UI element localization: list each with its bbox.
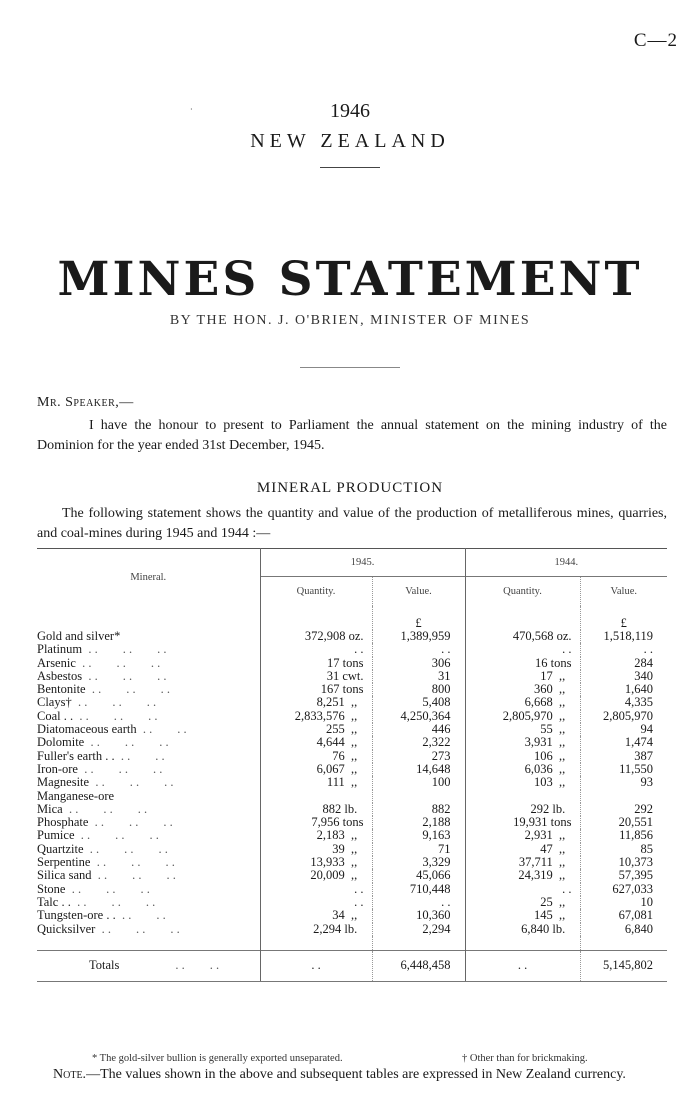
leader-dots: . . . . . . [77,696,157,710]
table-row [37,896,667,909]
value-1945-cell: . . [372,896,465,909]
mineral-cell [37,816,260,829]
value-1944-cell: 2,805,970 [580,710,667,723]
quantity-1945-cell: 76 ,, [260,750,372,763]
quantity-1944-cell: 37,711 ,, [465,856,580,869]
totals-label-cell [37,950,260,981]
intro-paragraph: I have the honour to present to Parliament the annual statement on the mining industry of the Dominion for the year ended 31st December, 1945. [37,418,667,453]
table-row [37,923,667,936]
currency-symbol-1944: £ [580,606,667,630]
quantity-1945-cell: . . [260,643,372,656]
value-1945-cell: 2,294 [372,923,465,936]
quantity-1944-cell: 55 ,, [465,723,580,736]
totals-quantity-1944: . . [465,950,580,981]
leader-dots: . . . . . . [91,683,170,697]
quantity-1944-cell: . . [465,883,580,896]
mineral-name: Magnesite [37,776,90,790]
totals-value-1945: 6,448,458 [372,950,465,981]
quantity-1944-cell: 16 tons [465,657,580,670]
value-1944-cell: 1,474 [580,736,667,749]
table-row [37,763,667,776]
table-body [37,606,667,981]
value-1945-cell: 45,066 [372,869,465,882]
mineral-name: Mica [37,802,63,816]
value-1945-cell: . . [372,643,465,656]
mineral-cell [37,683,260,696]
mineral-name: Quicksilver [37,922,96,936]
quantity-1945-cell: . . [260,883,372,896]
footnote-gold-silver: * The gold-silver bullion is generally exported unseparated. [92,1053,343,1064]
mineral-name: Tungsten-ore . . [37,909,116,923]
value-1945-cell: 5,408 [372,696,465,709]
quantity-1944-cell: 360 ,, [465,683,580,696]
note-text: —The values shown in the above and subsequent tables are expressed in New Zealand currency. [86,1067,626,1082]
mineral-cell [37,710,260,723]
mineral-name: Manganese-ore [37,789,115,803]
leader-dots: . . . . . . [94,816,173,830]
currency-symbol-1945: £ [372,606,465,630]
value-1944-cell: 627,033 [580,883,667,896]
mineral-cell [37,803,260,816]
table-row [37,657,667,670]
currency-note [37,1066,667,1084]
quantity-1944-cell: . . [465,643,580,656]
page-subtitle: BY THE HON. J. O'BRIEN, MINISTER OF MINES [169,313,531,328]
value-1945-cell: 273 [372,750,465,763]
value-1945-cell: 3,329 [372,856,465,869]
value-1944-cell: 4,335 [580,696,667,709]
quantity-1945-cell: 6,067 ,, [260,763,372,776]
leader-dots: . . . . . . [80,829,159,843]
mineral-name: Silica sand [37,869,92,883]
value-1944-cell [580,790,667,803]
table-row [37,683,667,696]
mineral-cell [37,723,260,736]
mineral-cell [37,843,260,856]
leader-dots: . . . . . . [89,842,168,856]
mineral-name: Serpentine [37,856,91,870]
header-quantity-1944: Quantity. [465,577,580,607]
mineral-name: Bentonite [37,683,86,697]
quantity-1945-cell: 167 tons [260,683,372,696]
quantity-1944-cell: 292 lb. [465,803,580,816]
quantity-1944-cell: 24,319 ,, [465,869,580,882]
mineral-cell [37,736,260,749]
leader-dots: . . . . . . [84,762,163,776]
value-1945-cell: 31 [372,670,465,683]
totals-value-1944: 5,145,802 [580,950,667,981]
mineral-name: Clays† [37,696,72,710]
table-row [37,710,667,723]
quantity-1945-cell: 4,644 ,, [260,736,372,749]
mineral-production-table [37,548,667,982]
value-1945-cell [372,790,465,803]
quantity-1944-cell: 2,931 ,, [465,829,580,842]
leader-dots: . . . . . . [68,802,148,816]
header-value-1945: Value. [372,577,465,607]
quantity-1944-cell: 19,931 tons [465,816,580,829]
page-code: C—2 [633,30,678,51]
quantity-1945-cell: 13,933 ,, [260,856,372,869]
header-value-1944: Value. [580,577,667,607]
totals-row [37,950,667,981]
table-row [37,856,667,869]
value-1945-cell: 800 [372,683,465,696]
quantity-1945-cell: 2,294 lb. [260,923,372,936]
footnote-clays: † Other than for brickmaking. [462,1053,588,1064]
header-mineral: Mineral. [130,571,167,583]
document-year: 1946 [330,100,370,122]
leader-dots: . . . . . . [77,895,156,909]
table-row [37,843,667,856]
quantity-1944-cell: 6,840 lb. [465,923,580,936]
value-1944-cell: 284 [580,657,667,670]
leader-dots: . . . . . . [88,643,167,657]
mineral-cell [37,630,260,643]
value-1944-cell: 387 [580,750,667,763]
totals-quantity-1945: . . [260,950,372,981]
mineral-cell [37,657,260,670]
quantity-1945-cell: 8,251 ,, [260,696,372,709]
header-quantity-1945: Quantity. [260,577,372,607]
leader-dots: . . . . . . [96,856,175,870]
table-row [37,829,667,842]
value-1944-cell: 1,518,119 [580,630,667,643]
value-1944-cell: 67,081 [580,909,667,922]
mineral-name: Fuller's earth . . [37,749,115,763]
value-1944-cell: 10,373 [580,856,667,869]
quantity-1945-cell: 2,183 ,, [260,829,372,842]
mineral-name: Gold and silver* [37,630,121,643]
quantity-1944-cell: 145 ,, [465,909,580,922]
value-1944-cell: . . [580,643,667,656]
quantity-1944-cell: 6,036 ,, [465,763,580,776]
value-1945-cell: 71 [372,843,465,856]
value-1945-cell: 306 [372,657,465,670]
leader-dots: . . . . . . [101,922,180,936]
quantity-1945-cell: 34 ,, [260,909,372,922]
value-1945-cell: 1,389,959 [372,630,465,643]
value-1945-cell: 882 [372,803,465,816]
leader-dots: . . . . . . [79,709,158,723]
value-1944-cell: 11,550 [580,763,667,776]
quantity-1944-cell: 3,931 ,, [465,736,580,749]
quantity-1945-cell: . . [260,896,372,909]
page-title: MINES STATEMENT [57,252,643,307]
value-1944-cell: 11,856 [580,829,667,842]
leader-dots: . . . . . . [71,882,150,896]
leader-dots: . . . . [121,909,166,923]
mineral-name: Stone [37,882,66,896]
table-row [37,670,667,683]
quantity-1945-cell: 2,833,576 ,, [260,710,372,723]
mineral-cell [37,750,260,763]
totals-label: Totals [89,958,120,973]
section-heading: MINERAL PRODUCTION [256,480,444,496]
quantity-1944-cell: 2,805,970 ,, [465,710,580,723]
mineral-name: Asbestos [37,669,83,683]
quantity-1945-cell: 372,908 oz. [260,630,372,643]
mineral-name: Diatomaceous earth [37,723,137,737]
country-heading: NEW ZEALAND [250,130,450,152]
value-1944-cell: 85 [580,843,667,856]
header-year-1944: 1944. [465,548,667,577]
header-year-1945: 1945. [260,548,465,577]
mineral-cell [37,883,260,896]
leader-dots: . . . . [175,958,220,973]
value-1945-cell: 4,250,364 [372,710,465,723]
quantity-1945-cell: 111 ,, [260,776,372,789]
note-label: Note. [53,1067,87,1082]
mineral-name: Phosphate [37,816,89,830]
mineral-cell [37,909,260,922]
table-row [37,790,667,803]
mineral-name: Coal . . [37,709,74,723]
quantity-1945-cell: 17 tons [260,657,372,670]
mineral-cell [37,869,260,882]
leader-dots: . . . . . . [88,669,167,683]
table-row [37,630,667,643]
mineral-cell [37,923,260,936]
table-row [37,643,667,656]
value-1944-cell: 6,840 [580,923,667,936]
mineral-cell [37,670,260,683]
table-row [37,723,667,736]
leader-dots: . . . . [142,723,187,737]
quantity-1945-cell: 39 ,, [260,843,372,856]
table-row [37,816,667,829]
mineral-cell [37,643,260,656]
value-1945-cell: 446 [372,723,465,736]
mineral-name: Talc . . [37,895,71,909]
quantity-1945-cell: 31 cwt. [260,670,372,683]
mineral-name: Platinum [37,643,83,657]
mineral-cell [37,896,260,909]
quantity-1944-cell: 103 ,, [465,776,580,789]
value-1944-cell: 1,640 [580,683,667,696]
print-dot: · [190,105,193,114]
quantity-1944-cell: 106 ,, [465,750,580,763]
quantity-1945-cell [260,790,372,803]
value-1945-cell: 10,360 [372,909,465,922]
currency-row [37,606,667,630]
value-1944-cell: 93 [580,776,667,789]
value-1944-cell: 292 [580,803,667,816]
value-1944-cell: 20,551 [580,816,667,829]
mineral-cell [37,763,260,776]
leader-dots: . . . . . . [82,656,161,670]
quantity-1944-cell: 470,568 oz. [465,630,580,643]
value-1944-cell: 10 [580,896,667,909]
leader-dots: . . . . . . [90,736,169,750]
mineral-cell [37,829,260,842]
table-row [37,750,667,763]
leader-dots: . . . . . . [97,869,176,883]
value-1945-cell: 710,448 [372,883,465,896]
value-1945-cell: 9,163 [372,829,465,842]
mineral-name: Dolomite [37,736,85,750]
value-1945-cell: 2,322 [372,736,465,749]
table-row [37,696,667,709]
table-row [37,869,667,882]
salutation: Mr. Speaker,— [37,395,134,410]
mineral-cell [37,790,260,803]
table-row [37,909,667,922]
heading-divider [320,167,380,168]
quantity-1945-cell: 882 lb. [260,803,372,816]
table-row [37,803,667,816]
value-1944-cell: 340 [580,670,667,683]
quantity-1944-cell: 25 ,, [465,896,580,909]
section-intro-paragraph: The following statement shows the quantity and value of the production of metalliferous mines, quarries, and coal-mines during 1945 and 1944 :— [37,506,667,541]
subtitle-divider [300,367,400,368]
mineral-name: Pumice [37,829,75,843]
quantity-1945-cell: 20,009 ,, [260,869,372,882]
spacer-row [37,936,667,951]
mineral-name: Iron-ore [37,762,78,776]
value-1945-cell: 100 [372,776,465,789]
quantity-1944-cell: 6,668 ,, [465,696,580,709]
table-row [37,776,667,789]
table-row [37,736,667,749]
quantity-1945-cell: 7,956 tons [260,816,372,829]
value-1944-cell: 57,395 [580,869,667,882]
quantity-1944-cell: 47 ,, [465,843,580,856]
value-1945-cell: 14,648 [372,763,465,776]
mineral-cell [37,696,260,709]
leader-dots: . . . . [120,749,165,763]
value-1945-cell: 2,188 [372,816,465,829]
quantity-1945-cell: 255 ,, [260,723,372,736]
value-1944-cell: 94 [580,723,667,736]
quantity-1944-cell: 17 ,, [465,670,580,683]
leader-dots: . . . . . . [95,776,174,790]
mineral-name: Quartzite [37,842,84,856]
table-row [37,883,667,896]
mineral-name: Arsenic [37,656,76,670]
quantity-1944-cell [465,790,580,803]
mineral-cell [37,856,260,869]
mineral-cell [37,776,260,789]
